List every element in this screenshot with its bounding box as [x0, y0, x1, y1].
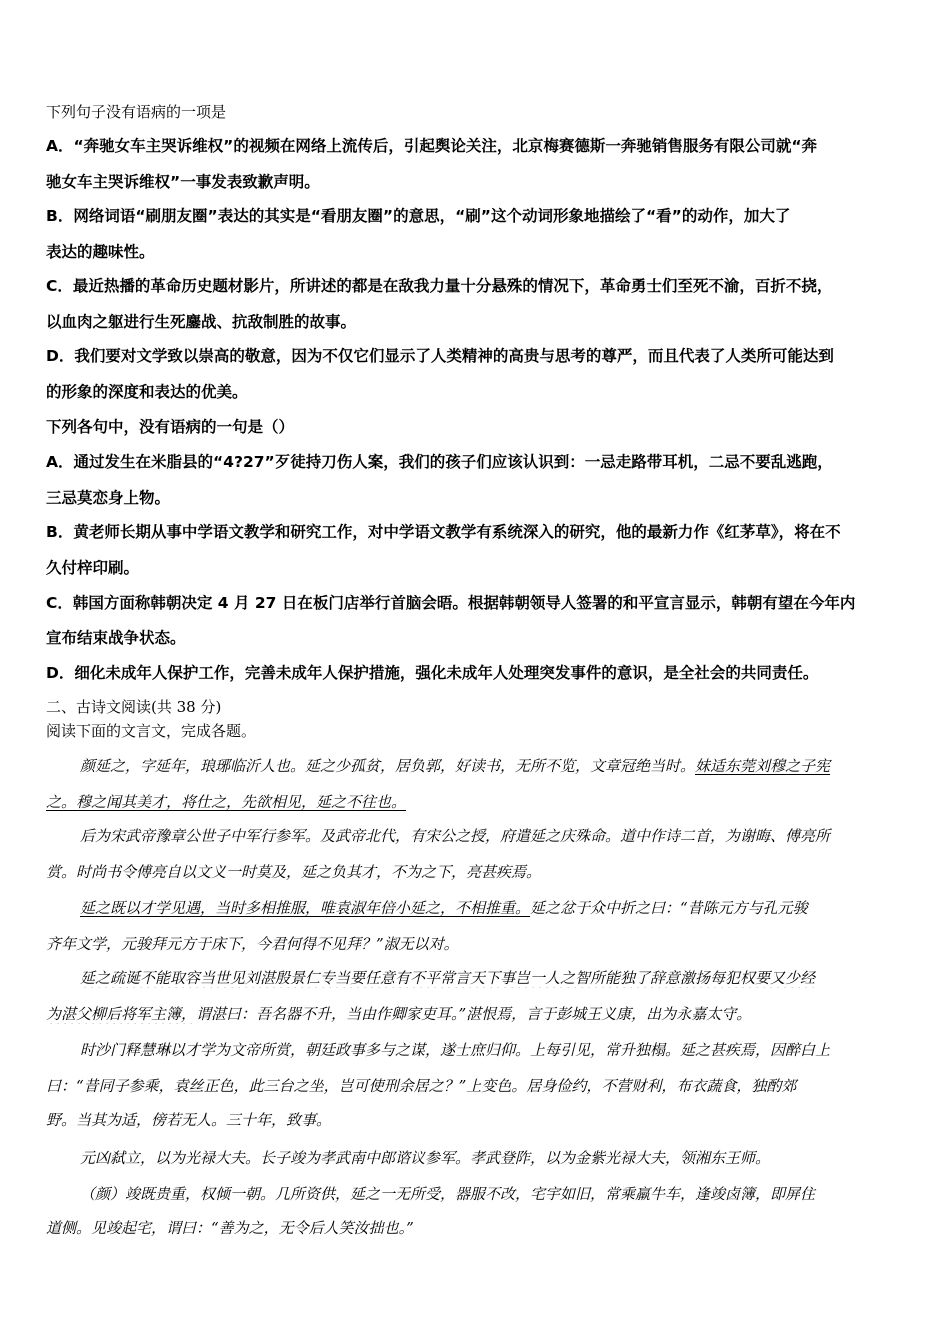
passage-para-7-line-1: （颜）竣既贵重，权倾一朝。几所资供，延之一无所受，器服不改，宅宇如旧，常乘羸牛车，逢竣卤簿，即屏住: [80, 1185, 816, 1203]
question-1-option-b-cont: 表达的趣味性。: [46, 243, 155, 261]
section-2-instruction: 阅读下面的文言文，完成各题。: [46, 722, 257, 740]
passage-para-3-line-2: 齐年文学，元骏拜元方于床下，今君何得不见拜？”淑无以对。: [46, 935, 459, 953]
question-1-option-c: C．最近热播的革命历史题材影片，所讲述的都是在敌我力量十分悬殊的情况下，革命勇士们至死不渝，百折不挠，: [46, 277, 833, 295]
passage-wavy-sentence: 为湛父柳后将军主簿，: [46, 1005, 197, 1023]
passage-para-5-line-2: 曰：“昔同子参乘，袁丝正色，此三台之坐，岂可使刑余居之？”上变色。居身俭约，不营财利，布衣蔬食，独酌郊: [46, 1077, 797, 1095]
passage-underlined-sentence: 之。穆之闻其美才，将仕之，先欲相见，延之不往也。: [46, 793, 407, 811]
question-2-option-b: B．黄老师长期从事中学语文教学和研究工作，对中学语文教学有系统深入的研究，他的最新力作《红茅草》，将在不: [46, 523, 841, 541]
passage-para-5-line-1: 时沙门释慧琳以才学为文帝所赏，朝廷政事多与之谋，遂士庶归仰。上每引见，常升独榻。延之甚疾焉，因醉白上: [80, 1041, 831, 1059]
passage-text: 延之忿于众中折之曰：“昔陈元方与孔元骏: [530, 899, 808, 917]
question-2-option-c: C．韩国方面称韩朝决定 4 月 27 日在板门店举行首脑会晤。根据韩朝领导人签署的和平宣言显示，韩朝有望在今年内: [46, 594, 856, 612]
question-1-option-a-cont: 驰女车主哭诉维权”一事发表致歉声明。: [46, 173, 320, 191]
question-2-option-a: A．通过发生在米脂县的“4?27”歹徒持刀伤人案，我们的孩子们应该认识到：一忌走路带耳机，二忌不要乱逃跑，: [46, 453, 833, 471]
passage-wavy-sentence: 延之疏诞不能取容当世见刘湛殷景仁专当要任意有不平常言天下事岂一人之智所能独了辞意激扬每犯权要又少经: [80, 969, 816, 987]
passage-underlined-sentence: 妹适东莞刘穆之子宪: [695, 757, 831, 775]
passage-para-5-line-3: 野。当其为适，傍若无人。三十年，致事。: [46, 1111, 332, 1129]
passage-para-4-line-1: [80, 968, 906, 988]
passage-text: 颜延之，字延年，琅琊临沂人也。延之少孤贫，居负郭，好读书，无所不览，文章冠绝当时。: [80, 757, 696, 775]
question-1-stem: 下列句子没有语病的一项是: [46, 103, 227, 121]
question-2-stem: 下列各句中，没有语病的一句是（）: [46, 418, 295, 436]
passage-para-1-line-2: [46, 792, 906, 812]
question-1-option-a: A．“奔驰女车主哭诉维权”的视频在网络上流传后，引起舆论关注，北京梅赛德斯一奔驰销售服务有限公司就“奔: [46, 137, 818, 155]
question-2-option-b-cont: 久付梓印刷。: [46, 559, 140, 577]
passage-text: 谓湛曰：吾名器不升，当由作卿家吏耳。”湛恨焉，言于彭城王义康，出为永嘉太守。: [196, 1005, 752, 1023]
question-1-option-d: D．我们要对文学致以崇高的敬意，因为不仅它们显示了人类精神的高贵与思考的尊严，而且代表了人类所可能达到: [46, 347, 834, 365]
passage-para-2-line-2: 赏。时尚书令傅亮自以文义一时莫及，延之负其才，不为之下，亮甚疾焉。: [46, 863, 542, 881]
passage-para-7-line-2: 道侧。见竣起宅，谓曰：“善为之，无令后人笑汝拙也。”: [46, 1219, 414, 1237]
passage-para-3-line-1: [80, 898, 906, 918]
passage-underlined-sentence: 延之既以才学见遇，当时多相推服，唯袁淑年倍小延之，不相推重。: [80, 899, 531, 917]
question-1-option-b: B．网络词语“刷朋友圈”表达的其实是“看朋友圈”的意思，“刷”这个动词形象地描绘了“看”的动作，加大了: [46, 207, 791, 225]
section-2-heading: 二、古诗文阅读(共 38 分): [46, 698, 222, 716]
question-2-option-a-cont: 三忌莫恋身上物。: [46, 489, 171, 507]
passage-para-2-line-1: 后为宋武帝豫章公世子中军行参军。及武帝北代，有宋公之授，府遣延之庆殊命。道中作诗二首，为谢晦、傅亮所: [80, 827, 831, 845]
question-1-option-d-cont: 的形象的深度和表达的优美。: [46, 383, 248, 401]
question-1-option-c-cont: 以血肉之躯进行生死鏖战、抗敌制胜的故事。: [46, 313, 357, 331]
passage-para-6: 元凶弑立，以为光禄大夫。长子竣为孝武南中郎谘议参军。孝武登阼，以为金紫光禄大夫，领湘东王师。: [80, 1149, 771, 1167]
question-2-option-d: D．细化未成年人保护工作，完善未成年人保护措施，强化未成年人处理突发事件的意识，是全社会的共同责任。: [46, 664, 819, 682]
passage-para-4-line-2: [46, 1004, 906, 1024]
passage-para-1-line-1: [80, 756, 906, 776]
question-2-option-c-cont: 宣布结束战争状态。: [46, 629, 186, 647]
